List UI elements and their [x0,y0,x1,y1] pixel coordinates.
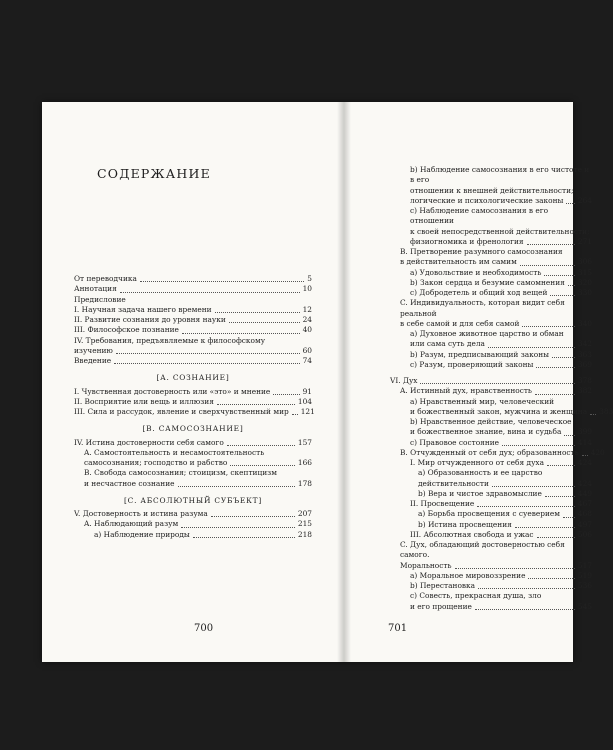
toc-entry-page: 545 [577,601,592,611]
toc-leader-dots [582,455,588,456]
toc-entry-title: действительности [418,478,489,488]
toc-entry [390,257,592,267]
toc-leader-dots [455,568,575,569]
toc-entry [74,274,312,284]
toc-entry [74,458,312,468]
toc-leader-dots [527,244,575,245]
toc-entry [74,397,312,407]
toc-entry-page: 74 [302,356,312,365]
book-spread [42,102,613,662]
toc-line: c) Наблюдение самосознания в его отношении [410,206,549,226]
toc-leader-dots [536,367,574,368]
toc-leader-dots [537,537,575,538]
toc-entry-page: 121 [300,407,315,416]
toc-entry-title: III. Абсолютная свобода и ужас [410,529,534,539]
toc-entry-page: 468 [577,509,592,519]
toc-entry [390,530,592,540]
toc-leader-dots [230,465,295,466]
toc-entry-page: 315 [577,267,592,277]
toc-entry [390,447,605,458]
toc-entry-page: 378 [577,376,592,385]
toc-entry [74,438,312,448]
toc-leader-dots [273,394,299,395]
toc-entry-title: самосознания; господство и рабство [84,458,228,467]
toc-line: C. Дух, обладающий достоверностью себя самого. [400,540,565,560]
toc-entry-page: 342 [577,339,592,349]
toc-entry-title: c) Правовое состояние [410,437,500,447]
toc-leader-dots [193,537,295,538]
toc-entry-title: Моральность [400,560,452,570]
toc-entry-page: 12 [302,304,312,314]
toc-entry-title: b) Перестановка [410,581,476,590]
toc-leader-dots [545,496,575,497]
toc-entry [390,581,592,591]
toc-entry [390,196,592,206]
toc-entry [390,268,592,278]
toc-line: к своей непосредственной действительности; [410,226,590,236]
toc-entry-page: 363 [577,349,592,359]
toc-entry-page: 369 [577,359,592,369]
toc-leader-dots [182,333,300,334]
toc-entry-page: 104 [297,396,312,406]
toc-entry [390,237,592,247]
toc-leader-dots [590,414,596,415]
toc-entry-page: 218 [297,529,312,539]
toc-leader-dots [420,383,574,384]
toc-leader-dots [478,588,575,589]
toc-entry [390,406,613,417]
toc-leader-dots [227,445,295,446]
toc-entry [390,288,592,298]
toc-entry-title: VI. Дух [390,376,418,385]
toc-line: IV. Требования, предъявляемые к философскому [74,335,266,345]
toc-leader-dots [522,326,575,327]
toc-entry-page: 497 [577,519,592,529]
toc-entry-page: 10 [302,284,312,294]
toc-leader-dots [140,281,304,282]
toc-entry-page: 536 [577,581,592,590]
toc-entry-title: От переводчика [74,274,137,283]
toc-leader-dots [552,357,575,358]
toc-right [390,165,613,612]
toc-entry-page: 264 [577,195,592,205]
toc-entry-title: и его прощение [410,601,472,611]
toc-entry [390,520,592,530]
toc-entry [390,499,592,509]
toc-entry [74,530,312,540]
toc-entry-page: 424 [577,458,592,467]
toc-entry-page: 517 [577,560,592,570]
toc-entry-title: и несчастное сознание [84,478,175,488]
toc-leader-dots [217,404,295,405]
toc-entry [390,479,592,489]
toc-entry-title: Введение [74,356,112,365]
toc-line: b) Нравственное действие, человеческое [410,417,572,426]
toc-entry-page: 420 [590,447,605,457]
toc-leader-dots [120,292,300,293]
toc-section-heading: [А. СОЗНАНИЕ] [156,373,230,383]
toc-entry [74,387,312,397]
toc-entry-title: II. Восприятие или вещь и иллюзия [74,396,214,406]
toc-entry-title: в себе самой и для себя самой [400,318,520,328]
toc-entry-page: 399 [577,427,592,437]
toc-entry-title: b) Закон сердца и безумие самомнения [410,277,565,287]
toc-leader-dots [492,486,575,487]
page-number-right: 701 [388,623,408,634]
toc-line: отношении к внешней действительности; [410,185,574,195]
toc-entry-page: 207 [297,509,312,518]
toc-entry [74,519,312,529]
toc-entry-page: 91 [302,386,312,396]
toc-entry-title: B. Отчужденный от себя дух; образованность [400,447,579,457]
toc-entry-title: c) Разум, проверяющий законы [410,359,534,369]
toc-entry-title: II. Развитие сознания до уровня науки [74,315,226,324]
toc-entry-page: 24 [302,315,312,324]
toc-entry-title: IV. Истина достоверности себя самого [74,437,224,447]
toc-entry-page: 5 [307,274,312,283]
toc-entry [390,386,592,396]
toc-entry-title: A. Истинный дух, нравственность [400,386,532,396]
toc-entry-page: 271 [577,236,592,246]
toc-entry [390,458,592,468]
toc-leader-dots [114,363,299,364]
toc-leader-dots [475,609,575,610]
toc-leader-dots [292,414,298,415]
toc-leader-dots [550,295,575,296]
toc-leader-dots [528,578,574,579]
toc-entry-title: II. Просвещение [410,499,475,508]
toc-entry-page: 382 [577,386,592,396]
toc-line: B. Свобода самосознания; стоицизм, скептицизм [84,468,277,478]
toc-leader-dots [488,347,575,348]
toc-entry [390,278,592,288]
toc-entry-page: 383 [599,406,613,416]
toc-leader-dots [178,486,295,487]
toc-entry-page: 60 [302,345,312,355]
toc-entry-title: I. Чувственная достоверность или «это» и мнение [74,386,271,396]
toc-line: a) Образованность и ее царство [418,468,543,478]
toc-leader-dots [181,527,295,528]
toc-line: Предисловие [74,294,126,304]
toc-entry-page: 178 [297,478,312,488]
toc-entry-title: b) Разум, предписывающий законы [410,349,550,359]
toc-entry [390,489,592,499]
toc-entry [74,284,312,294]
toc-entry-title: логические и психологические законы [410,195,564,205]
toc-entry [390,350,592,360]
toc-entry [74,315,312,325]
toc-entry-page: 340 [577,318,592,328]
toc-leader-dots [477,506,575,507]
toc-line: b) Наблюдение самосознания в его чистоте и в его [410,165,590,185]
toc-entry-title: Аннотация [74,284,117,294]
toc-leader-dots [211,516,295,517]
toc-entry-title: I. Мир отчужденного от себя духа [410,458,544,467]
toc-line: A. Самостоятельность и несамостоятельность [84,447,265,457]
toc-entry [390,509,592,519]
toc-entry-page: 519 [577,570,592,580]
toc-line: a) Нравственный мир, человеческий [410,396,555,406]
toc-entry-title: III. Философское познание [74,325,179,335]
toc-entry-page: 330 [577,288,592,297]
toc-entry-page: 414 [577,437,592,447]
toc-entry [74,356,312,366]
toc-entry-title: a) Удовольствие и необходимость [410,267,542,277]
toc-leader-dots [568,285,575,286]
toc-section-heading: [С. АБСОЛЮТНЫЙ СУБЪЕКТ] [123,495,263,505]
toc-line: C. Индивидуальность, которая видит себя реальной [400,298,565,318]
toc-leader-dots [502,445,575,446]
toc-entry-page: 215 [297,519,312,529]
toc-entry-page: 320 [577,277,592,287]
toc-entry-title: или сама суть дела [410,339,485,349]
toc-entry [74,509,312,519]
toc-entry-page: 449 [577,488,592,498]
toc-entry-title: III. Сила и рассудок, явление и сверхчувственный мир [74,407,289,416]
toc-entry-title: I. Научная задача нашего времени [74,304,212,314]
toc-entry [390,427,592,437]
toc-entry-title: и божественное знание, вина и судьба [410,427,562,437]
toc-section-heading: [В. САМОСОЗНАНИЕ] [142,424,244,434]
toc-leader-dots [563,517,575,518]
toc-entry-title: a) Моральное мировоззрение [410,570,526,580]
toc-entry [390,339,592,349]
toc-line: c) Совесть, прекрасная душа, зло [410,591,542,601]
toc-leader-dots [547,465,575,466]
right-page [346,102,613,662]
toc-entry-title: a) Наблюдение природы [94,529,190,539]
toc-entry [74,479,312,489]
toc-leader-dots [116,353,300,354]
toc-entry-title: физиогномика и френология [410,236,524,246]
toc-leader-dots [535,394,575,395]
toc-leader-dots [564,435,575,436]
toc-entry-title: в действительность им самим [400,257,517,267]
toc-line: a) Духовное животное царство и обман [410,329,564,338]
toc-entry [390,376,592,386]
toc-entry-page: 424 [577,478,592,488]
toc-entry [390,561,592,571]
toc-leader-dots [229,322,300,323]
toc-entry-page: 306 [577,257,592,267]
toc-entry [74,407,315,417]
toc-entry [390,360,592,370]
toc-left [74,274,315,540]
toc-leader-dots [215,312,300,313]
toc-leader-dots [515,527,575,528]
toc-entry-title: b) Вера и чистое здравомыслие [418,488,542,498]
toc-entry [74,325,312,335]
toc-entry-title: V. Достоверность и истина разума [74,509,208,518]
toc-entry-title: c) Добродетель и общий ход вещей [410,288,548,297]
left-page [42,102,342,662]
toc-entry-title: A. Наблюдающий разум [84,519,179,529]
toc-leader-dots [520,265,575,266]
toc-entry-page: 506 [577,529,592,539]
toc-entry [74,305,312,315]
toc-entry-title: изучению [74,345,113,355]
toc-entry [390,319,592,329]
toc-leader-dots [544,275,575,276]
toc-entry-title: a) Борьба просвещения с суеверием [418,509,561,519]
toc-entry [74,346,312,356]
toc-entry [390,571,592,581]
toc-entry [390,438,592,448]
page-number-left: 700 [194,623,214,634]
toc-entry-page: 166 [297,458,312,467]
toc-entry [390,602,592,612]
toc-entry-page: 467 [577,499,592,508]
toc-leader-dots [566,203,574,204]
toc-entry-title: и божественный закон, мужчина и женщина [410,406,588,416]
toc-entry-page: 40 [302,325,312,335]
page-heading: СОДЕРЖАНИЕ [97,166,211,181]
toc-entry-title: b) Истина просвещения [418,519,512,529]
toc-entry-page: 157 [297,437,312,447]
toc-line: B. Претворение разумного самосознания [400,247,563,256]
